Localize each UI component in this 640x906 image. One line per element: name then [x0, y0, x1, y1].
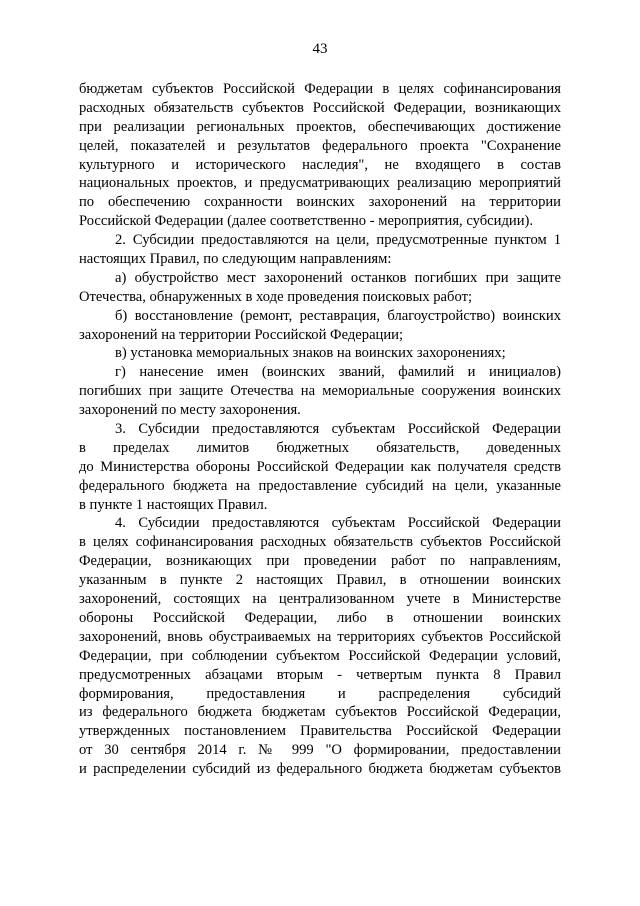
text-line: формирования, предоставления и распределения субсидий — [79, 685, 561, 702]
text-line: до Министерства обороны Российской Федерации как получателя средств — [79, 458, 561, 475]
paragraph-4-first-line: 4. Субсидии предоставляются субъектам Российской Федерации — [115, 515, 561, 532]
page-number: 43 — [312, 41, 328, 57]
text-line: захоронений, вновь обустраиваемых на территориях субъектов Российской — [79, 628, 561, 645]
paragraph-3-first-line: 3. Субсидии предоставляются субъектам Российской Федерации — [115, 421, 561, 438]
text-line: Отечества, обнаруженных в ходе проведения поисковых работ; — [79, 288, 472, 305]
item-g-first-line: г) нанесение имен (воинских званий, фамилий и инициалов) — [115, 364, 561, 381]
text-line: захоронений, состоящих на централизованном учете в Министерстве — [79, 591, 561, 608]
text-line: захоронений на территории Российской Федерации; — [79, 326, 404, 343]
text-line: погибших при защите Отечества на мемориальные сооружения воинских — [79, 383, 561, 400]
text-line: Федерации, возникающих при проведении работ по направлениям, — [79, 553, 561, 570]
text-line: национальных проектов, и предусматривающих реализацию мероприятий — [79, 175, 561, 192]
text-line: из федерального бюджета бюджетам субъектов Российской Федерации, — [79, 704, 561, 721]
text-line: предусмотренных абзацами вторым - четвертым пункта 8 Правил — [79, 666, 561, 683]
item-b-first-line: б) восстановление (ремонт, реставрация, благоустройство) воинских — [115, 307, 561, 324]
text-line: расходных обязательств субъектов Российской Федерации, возникающих — [79, 99, 561, 116]
item-a-first-line: а) обустройство мест захоронений останков погибших при защите — [115, 269, 561, 286]
text-line: Российской Федерации (далее соответственно - мероприятия, субсидии). — [79, 213, 534, 230]
text-line: утвержденных постановлением Правительства Российской Федерации — [79, 723, 561, 740]
text-line: в пункте 1 настоящих Правил. — [79, 496, 268, 513]
text-line: указанным в пункте 2 настоящих Правил, в отношении воинских — [79, 572, 561, 589]
text-line: по обеспечению сохранности воинских захоронений на территории — [79, 194, 561, 211]
text-line: целей, показателей и результатов федерального проекта "Сохранение — [79, 137, 561, 154]
text-line: обороны Российской Федерации, либо в отношении воинских — [79, 609, 561, 626]
text-line: в целях софинансирования расходных обязательств субъектов Российской — [79, 534, 561, 551]
text-line: при реализации региональных проектов, обеспечивающих достижение — [79, 118, 561, 135]
text-line: захоронений по месту захоронения. — [79, 402, 301, 419]
text-line: настоящих Правил, по следующим направлениям: — [79, 251, 392, 268]
body-text — [79, 80, 561, 779]
item-v-line: в) установка мемориальных знаков на воинских захоронениях; — [115, 345, 506, 362]
text-line: культурного и исторического наследия", не входящего в состав — [79, 156, 561, 173]
text-line: от 30 сентября 2014 г. № 999 "О формировании, предоставлении — [79, 742, 561, 759]
text-line: в пределах лимитов бюджетных обязательств, доведенных — [79, 439, 561, 456]
text-line: бюджетам субъектов Российской Федерации в целях софинансирования — [79, 81, 561, 97]
text-line: федерального бюджета на предоставление субсидий на цели, указанные — [79, 477, 561, 494]
text-line: и распределении субсидий из федерального бюджета бюджетам субъектов — [79, 761, 561, 778]
text-line: Федерации, при соблюдении субъектом Российской Федерации условий, — [79, 647, 561, 664]
paragraph-2-first-line: 2. Субсидии предоставляются на цели, предусмотренные пунктом 1 — [115, 232, 561, 249]
